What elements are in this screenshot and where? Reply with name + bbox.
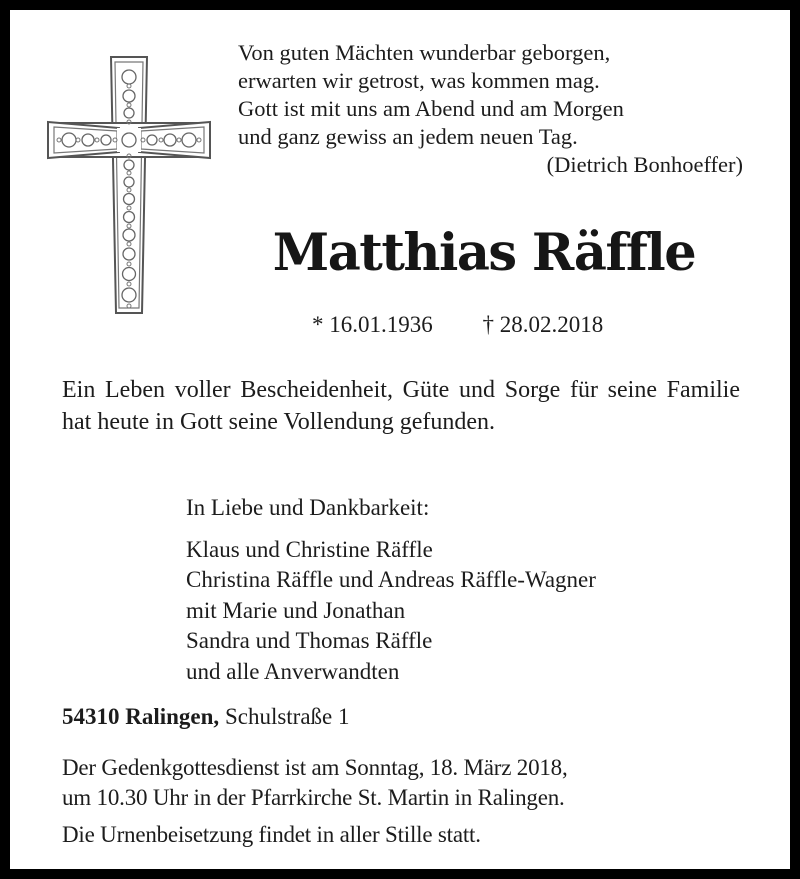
poem-line: erwarten wir getrost, was kommen mag. bbox=[238, 68, 600, 93]
address-city: 54310 Ralingen, bbox=[62, 704, 220, 729]
mourner: Sandra und Thomas Räffle bbox=[186, 628, 433, 653]
death-date: † 28.02.2018 bbox=[482, 312, 604, 337]
service-line: um 10.30 Uhr in der Pfarrkirche St. Martin in Ralingen. bbox=[62, 785, 565, 810]
burial-info: Die Urnenbeisetzung findet in aller Stille statt. bbox=[62, 822, 481, 847]
address bbox=[62, 704, 350, 730]
poem bbox=[238, 39, 743, 179]
birth-date: * 16.01.1936 bbox=[312, 312, 433, 337]
address-street: Schulstraße 1 bbox=[224, 704, 350, 729]
service-line: Der Gedenkgottesdienst ist am Sonntag, 18. März 2018, bbox=[62, 755, 568, 780]
mourner: mit Marie und Jonathan bbox=[186, 597, 406, 623]
mourner: Christina Räffle und Andreas Räffle-Wagner bbox=[186, 567, 596, 592]
life-dates bbox=[312, 312, 603, 338]
poem-author: (Dietrich Bonhoeffer) bbox=[546, 152, 743, 177]
poem-line: und ganz gewiss an jedem neuen Tag. bbox=[238, 124, 578, 149]
memorial-service-info bbox=[62, 753, 752, 813]
deceased-name: Matthias Räffle bbox=[272, 223, 696, 283]
mourner: und alle Anverwandten bbox=[186, 658, 400, 684]
mourner: Klaus und Christine Räffle bbox=[186, 536, 433, 562]
obituary-notice bbox=[10, 10, 790, 869]
mourners-list bbox=[186, 493, 596, 687]
mourners-heading: In Liebe und Dankbarkeit: bbox=[186, 495, 430, 520]
poem-line: Gott ist mit uns am Abend und am Morgen bbox=[238, 96, 624, 121]
poem-line: Von guten Mächten wunderbar geborgen, bbox=[238, 40, 611, 65]
intro-text: Ein Leben voller Bescheidenheit, Güte und Sorge für seine Familie hat heute in Gott seine Vollendung gefunden. bbox=[62, 377, 740, 435]
